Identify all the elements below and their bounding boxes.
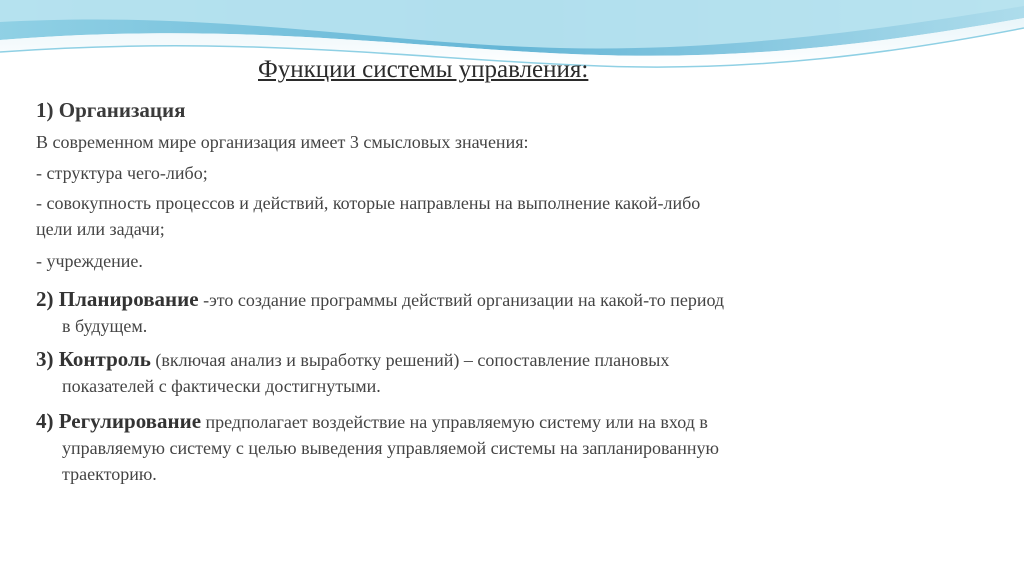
- section-2-heading: 2) Планирование: [36, 287, 199, 311]
- section-4: [36, 408, 876, 487]
- section-4-text-line-2: управляемую систему с целью выведения управляемой системы на запланированную: [62, 438, 719, 458]
- section-3-text-line-1: (включая анализ и выработку решений) – сопоставление плановых: [150, 350, 670, 370]
- section-1-intro: В современном мире организация имеет 3 смысловых значения:: [36, 132, 529, 152]
- section-4-text-line-1: предполагает воздействие на управляемую систему или на вход в: [201, 412, 708, 432]
- section-3-heading: 3) Контроль: [36, 347, 151, 371]
- header-wave-decoration: [0, 0, 1024, 110]
- section-1-bullet-1: - структура чего-либо;: [36, 163, 208, 183]
- section-1-bullet-2-line-1: - совокупность процессов и действий, которые направлены на выполнение какой-либо: [36, 193, 701, 213]
- section-3: [36, 346, 876, 399]
- slide-title: Функции системы управления:: [258, 56, 589, 83]
- section-3-text-line-2: показателей с фактически достигнутыми.: [62, 376, 381, 396]
- section-2: [36, 286, 876, 339]
- section-2-text-line-2: в будущем.: [62, 316, 148, 336]
- section-1-bullet-2-line-2: цели или задачи;: [36, 219, 165, 239]
- section-2-text-line-1: -это создание программы действий организации на какой-то период: [198, 290, 725, 310]
- section-1-heading: 1) Организация: [36, 98, 186, 122]
- section-4-heading: 4) Регулирование: [36, 409, 202, 433]
- section-4-text-line-3: траекторию.: [62, 464, 157, 484]
- section-1-bullet-3: - учреждение.: [36, 251, 143, 271]
